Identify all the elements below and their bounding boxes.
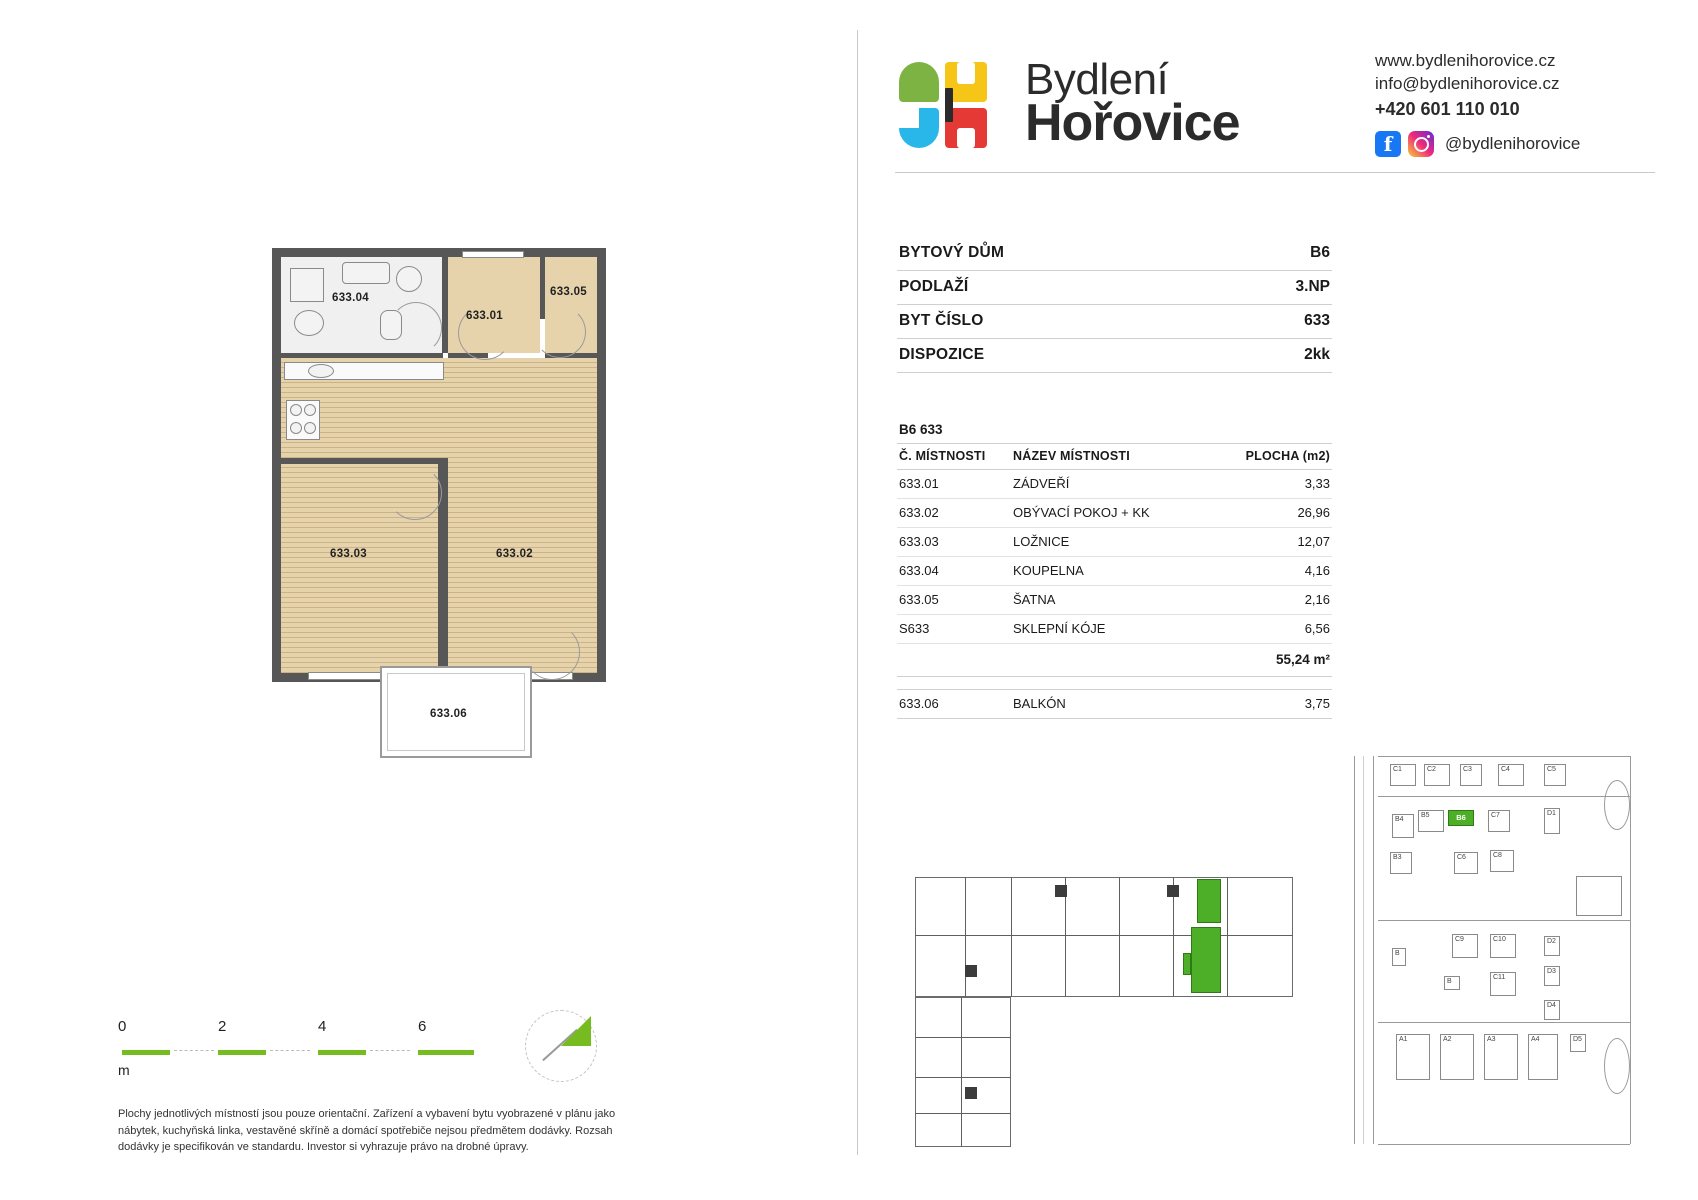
keyplan-divider bbox=[965, 877, 966, 997]
burner-icon bbox=[290, 404, 302, 416]
room-code: 633.05 bbox=[897, 586, 1011, 615]
table-row bbox=[897, 528, 1332, 557]
scale-segment-3 bbox=[318, 1050, 366, 1055]
info-row-building bbox=[897, 237, 1332, 271]
scale-tick-2: 2 bbox=[218, 1018, 227, 1035]
wall-bath-right bbox=[442, 257, 448, 353]
site-boundary-top bbox=[1378, 756, 1630, 757]
brand-logo[interactable] bbox=[895, 54, 1240, 153]
table-row bbox=[897, 586, 1332, 615]
contact-block bbox=[1375, 50, 1655, 157]
scale-tick-0: 0 bbox=[118, 1018, 127, 1035]
site-block-c6: C6 bbox=[1454, 852, 1478, 874]
scale-segment-1 bbox=[122, 1050, 170, 1055]
disclaimer-text: Plochy jednotlivých místností jsou pouze orientační. Zařízení a vybavení bytu vyobrazené v plánu jako nábytek, kuchyňská linka, vestavěné skříně a domácí spotřebiče nejsou předmětem dodávky. Rozsah dodávky je specifikován ve standardu. Investor si vyhrazuje právo na drobné úpravy. bbox=[118, 1108, 616, 1153]
info-key-building: BYTOVÝ DŮM bbox=[899, 244, 1005, 261]
table-row bbox=[897, 557, 1332, 586]
washing-machine-icon bbox=[396, 266, 422, 292]
info-value-unit-number: 633 bbox=[1304, 312, 1330, 329]
site-row-divider bbox=[1378, 1022, 1630, 1023]
site-parking-block bbox=[1576, 876, 1622, 916]
room-area: 12,07 bbox=[1228, 528, 1332, 557]
social-handle[interactable]: @bydlenihorovice bbox=[1445, 133, 1581, 153]
site-block-a2: A2 bbox=[1440, 1034, 1474, 1080]
burner-icon bbox=[304, 422, 316, 434]
logo-green-shape bbox=[899, 62, 939, 102]
brand-line-1: Bydlení bbox=[1025, 54, 1169, 104]
balcony-name: BALKÓN bbox=[1011, 690, 1228, 719]
keyplan-divider bbox=[915, 935, 1293, 936]
info-key-unit-number: BYT ČÍSLO bbox=[899, 312, 984, 329]
balcony-row bbox=[897, 690, 1332, 719]
site-block-c11: C11 bbox=[1490, 972, 1516, 996]
site-block-c9: C9 bbox=[1452, 934, 1478, 958]
site-block-c1: C1 bbox=[1390, 764, 1416, 786]
rooms-total-row bbox=[897, 644, 1332, 677]
burner-icon bbox=[290, 422, 302, 434]
logo-mark-icon bbox=[895, 58, 1015, 150]
bathtub-icon bbox=[342, 262, 390, 284]
facebook-icon[interactable]: f bbox=[1375, 131, 1401, 157]
rooms-col-code: Č. MÍSTNOSTI bbox=[897, 444, 1011, 470]
scale-tick-4: 4 bbox=[318, 1018, 327, 1035]
room-area: 4,16 bbox=[1228, 557, 1332, 586]
scale-tick-6: 6 bbox=[418, 1018, 427, 1035]
info-row-layout bbox=[897, 339, 1332, 373]
site-block-d4: D4 bbox=[1544, 1000, 1560, 1020]
kitchen-sink-icon bbox=[308, 364, 334, 378]
keyplan-divider bbox=[915, 1113, 1011, 1114]
site-row-divider bbox=[1378, 920, 1630, 921]
keyplan-core-icon bbox=[965, 965, 977, 977]
table-row bbox=[897, 499, 1332, 528]
unit-info-table bbox=[897, 237, 1332, 373]
social-links bbox=[1375, 131, 1655, 157]
keyplan-divider bbox=[915, 1037, 1011, 1038]
keyplan-divider bbox=[1119, 877, 1120, 997]
site-boundary-bottom bbox=[1378, 1144, 1630, 1145]
room-area: 6,56 bbox=[1228, 615, 1332, 644]
contact-website[interactable]: www.bydlenihorovice.cz bbox=[1375, 51, 1556, 70]
logo-dark-bar bbox=[945, 88, 953, 122]
room-label-633-03: 633.03 bbox=[330, 548, 367, 560]
site-block-b3: B3 bbox=[1390, 852, 1412, 874]
scale-bar bbox=[118, 1018, 538, 1078]
room-area: 2,16 bbox=[1228, 586, 1332, 615]
site-oval-south bbox=[1604, 1038, 1630, 1094]
site-block-d5: D5 bbox=[1570, 1034, 1586, 1052]
rooms-table-spacer bbox=[897, 677, 1332, 690]
room-area: 3,33 bbox=[1228, 470, 1332, 499]
room-code: 633.04 bbox=[897, 557, 1011, 586]
site-block-a1: A1 bbox=[1396, 1034, 1430, 1080]
site-block-c10: C10 bbox=[1490, 934, 1516, 958]
keyplan-core-icon bbox=[1055, 885, 1067, 897]
scale-segment-2 bbox=[218, 1050, 266, 1055]
room-code: S633 bbox=[897, 615, 1011, 644]
site-block-a3: A3 bbox=[1484, 1034, 1518, 1080]
wall-bedroom-top bbox=[281, 458, 438, 464]
room-shape-633-02b bbox=[448, 358, 597, 673]
info-value-building: B6 bbox=[1310, 244, 1330, 261]
sink-icon bbox=[294, 310, 324, 336]
site-block-b-a: B bbox=[1392, 948, 1406, 966]
room-name: ŠATNA bbox=[1011, 586, 1228, 615]
room-label-633-02: 633.02 bbox=[496, 548, 533, 560]
table-row bbox=[897, 470, 1332, 499]
keyplan-wing-horizontal bbox=[915, 877, 1293, 997]
info-key-floor: PODLAŽÍ bbox=[899, 278, 969, 295]
keyplan-wing-vertical bbox=[915, 997, 1011, 1147]
logo-red-cut bbox=[957, 128, 975, 148]
site-block-c2: C2 bbox=[1424, 764, 1450, 786]
room-area: 26,96 bbox=[1228, 499, 1332, 528]
site-block-d2: D2 bbox=[1544, 936, 1560, 956]
balcony-area: 3,75 bbox=[1228, 690, 1332, 719]
keyplan-divider bbox=[1227, 877, 1228, 997]
balcony-shape-633-06 bbox=[380, 666, 532, 758]
scale-segment-gap-2 bbox=[270, 1050, 310, 1051]
keyplan-divider bbox=[1011, 877, 1012, 997]
keyplan-highlighted-strip bbox=[1183, 953, 1191, 975]
site-block-c3: C3 bbox=[1460, 764, 1482, 786]
rooms-col-area: PLOCHA (m2) bbox=[1228, 444, 1332, 470]
apartment-floor-plan bbox=[272, 248, 612, 720]
room-code: 633.02 bbox=[897, 499, 1011, 528]
brand-line-2: Hořovice bbox=[1025, 94, 1240, 153]
site-block-b4: B4 bbox=[1392, 814, 1414, 838]
site-block-c5: C5 bbox=[1544, 764, 1566, 786]
room-label-633-01: 633.01 bbox=[466, 310, 503, 322]
room-name: SKLEPNÍ KÓJE bbox=[1011, 615, 1228, 644]
site-block-a4: A4 bbox=[1528, 1034, 1558, 1080]
logo-yellow-cut bbox=[957, 62, 975, 84]
room-label-633-06: 633.06 bbox=[430, 708, 467, 720]
window-top bbox=[462, 251, 524, 258]
north-compass bbox=[523, 1008, 601, 1086]
door-arc-balcony bbox=[524, 624, 580, 680]
scale-segment-gap-3 bbox=[370, 1050, 410, 1051]
building-floor-keyplan bbox=[905, 855, 1305, 1155]
site-block-c8: C8 bbox=[1490, 850, 1514, 872]
door-arc-bathroom bbox=[390, 302, 442, 354]
door-arc-bedroom bbox=[388, 466, 442, 520]
header bbox=[895, 50, 1655, 170]
table-row bbox=[897, 615, 1332, 644]
keyplan-divider bbox=[961, 997, 962, 1147]
info-row-unit-number bbox=[897, 305, 1332, 339]
keyplan-divider bbox=[915, 1077, 1011, 1078]
scale-segment-gap-1 bbox=[174, 1050, 214, 1051]
site-block-d3: D3 bbox=[1544, 966, 1560, 986]
info-value-floor: 3.NP bbox=[1295, 278, 1330, 295]
room-label-633-04: 633.04 bbox=[332, 292, 369, 304]
burner-icon bbox=[304, 404, 316, 416]
site-block-d1: D1 bbox=[1544, 808, 1560, 834]
brand-wordmark bbox=[1025, 54, 1240, 153]
logo-blue-cut bbox=[899, 108, 919, 128]
keyplan-highlighted-unit-lower bbox=[1191, 927, 1221, 993]
instagram-icon[interactable] bbox=[1408, 131, 1434, 157]
site-block-c4: C4 bbox=[1498, 764, 1524, 786]
site-overview-keyplan bbox=[1348, 752, 1658, 1152]
info-value-layout: 2kk bbox=[1304, 346, 1330, 363]
scale-unit-label: m bbox=[118, 1062, 130, 1078]
room-name: ZÁDVEŘÍ bbox=[1011, 470, 1228, 499]
site-block-b6-highlight: B6 bbox=[1448, 810, 1474, 826]
keyplan-core-icon bbox=[1167, 885, 1179, 897]
room-name: OBÝVACÍ POKOJ + KK bbox=[1011, 499, 1228, 528]
room-label-633-05: 633.05 bbox=[550, 286, 587, 298]
site-block-c7: C7 bbox=[1488, 810, 1510, 832]
scale-segment-4 bbox=[418, 1050, 474, 1055]
room-code: 633.01 bbox=[897, 470, 1011, 499]
rooms-total-value: 55,24 m² bbox=[897, 644, 1332, 677]
page-divider bbox=[857, 30, 858, 1155]
keyplan-core-icon bbox=[965, 1087, 977, 1099]
rooms-table bbox=[897, 443, 1332, 719]
site-row-divider bbox=[1378, 796, 1630, 797]
shower-tray-icon bbox=[290, 268, 324, 302]
room-code: 633.03 bbox=[897, 528, 1011, 557]
door-arc-wardrobe bbox=[534, 306, 586, 358]
balcony-code: 633.06 bbox=[897, 690, 1011, 719]
site-road bbox=[1354, 756, 1374, 1144]
rooms-col-name: NÁZEV MÍSTNOSTI bbox=[1011, 444, 1228, 470]
rooms-header-row bbox=[897, 444, 1332, 470]
keyplan-highlighted-unit bbox=[1197, 879, 1221, 923]
rooms-table-caption: B6 633 bbox=[899, 422, 943, 437]
rooms-table-block bbox=[897, 422, 1332, 719]
room-name: KOUPELNA bbox=[1011, 557, 1228, 586]
info-key-layout: DISPOZICE bbox=[899, 346, 985, 363]
site-boundary-right bbox=[1630, 756, 1631, 1144]
info-row-floor bbox=[897, 271, 1332, 305]
contact-email[interactable]: info@bydlenihorovice.cz bbox=[1375, 73, 1560, 93]
site-road-center bbox=[1363, 756, 1364, 1144]
room-name: LOŽNICE bbox=[1011, 528, 1228, 557]
site-block-b-b: B bbox=[1444, 976, 1460, 990]
contact-phone[interactable]: +420 601 110 010 bbox=[1375, 98, 1520, 119]
site-block-b5: B5 bbox=[1418, 810, 1444, 832]
header-divider bbox=[895, 172, 1655, 173]
site-oval-north bbox=[1604, 780, 1630, 830]
